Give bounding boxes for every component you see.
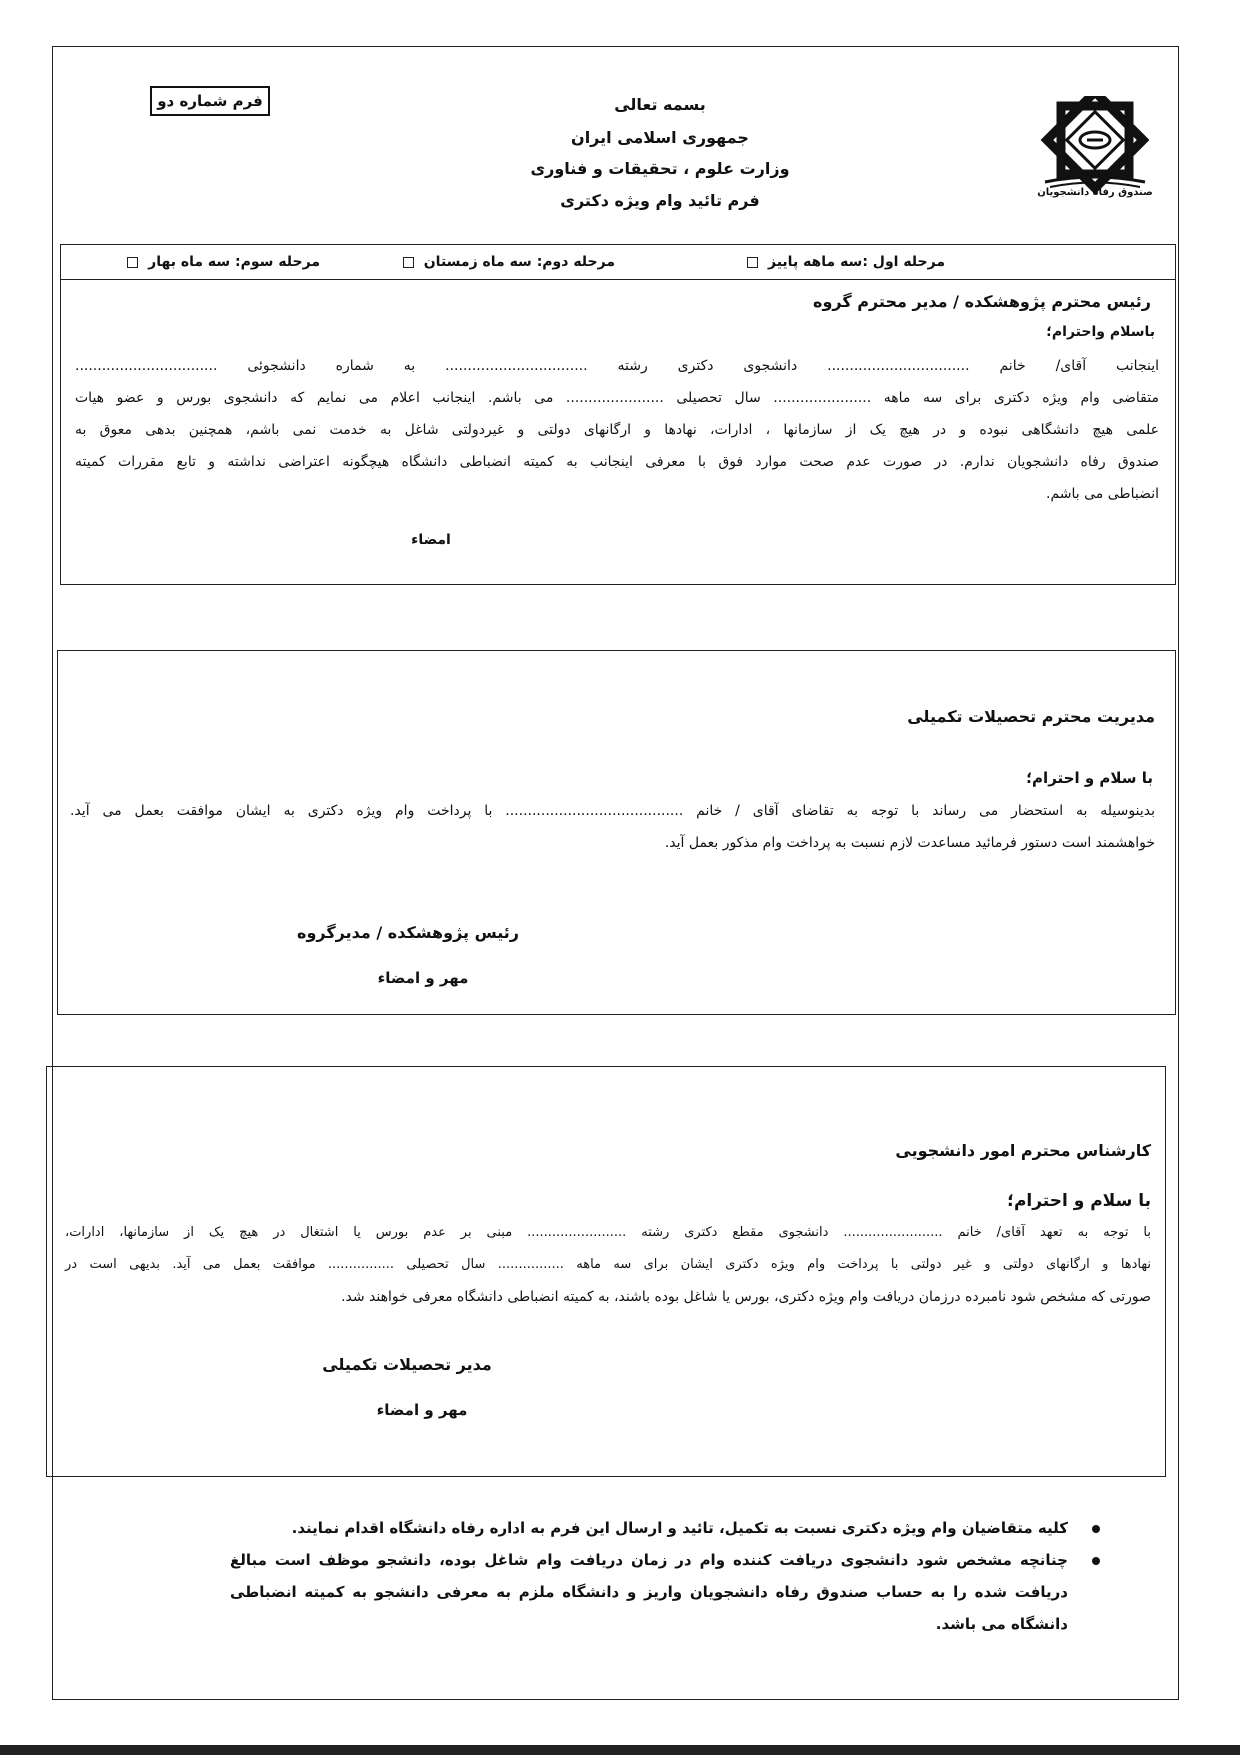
stage-1-option[interactable]	[695, 254, 945, 270]
bullet-icon	[1092, 1525, 1100, 1533]
stage-2-label: مرحله دوم: سه ماه زمستان	[423, 254, 615, 270]
student-request-section	[60, 279, 1176, 585]
section3-signature: مهر و امضاء	[376, 1401, 468, 1419]
note-2-text: چنانچه مشخص شود دانشجوی دریافت کننده وام در زمان دریافت وام شاغل بوده، دانشجو موظف است مبالغ دریافت شده را به حساب صندوق رفاه دانشجویان واریز و دانشگاه ملزم به معرفی دانشجو به کمیته انضباطی دانشگاه می باشد.	[230, 1551, 1068, 1633]
logo-caption: صندوق رفاه دانشجویان	[1037, 187, 1153, 198]
section1-signature: امضاء	[411, 532, 451, 548]
stage-2-checkbox[interactable]	[403, 257, 414, 268]
section1-line-2: متقاضی وام ویژه دکتری برای سه ماهه ...................... سال تحصیلی ...................... می باشم. اینجانب اعلام می نمایم که دانشجوی بورس و عضو هیات	[75, 390, 1159, 406]
form-number-box: فرم شماره دو	[150, 86, 270, 116]
stage-2-option[interactable]	[385, 254, 615, 270]
note-item	[230, 1512, 1100, 1544]
section2-body	[70, 795, 1155, 859]
section3-line-3: صورتی که مشخص شود نامبرده درزمان دریافت وام ویژه دکتری، بورس یا شاغل بوده باشند، به کمیته انضباطی دانشگاه معرفی خواهند شد.	[341, 1289, 1151, 1305]
section2-heading: مدیریت محترم تحصیلات تکمیلی	[907, 707, 1155, 726]
section2-signer-title: رئیس پژوهشکده / مدیرگروه	[297, 923, 519, 942]
section1-line-1: اینجانب آقای/ خانم ................................ دانشجوی دکتری رشته ................................ به شماره دانشجوئی ................................	[75, 358, 1159, 374]
section1-heading: رئیس محترم پژوهشکده / مدیر محترم گروه	[813, 292, 1151, 311]
note-item	[230, 1544, 1100, 1640]
header-country: جمهوری اسلامی ایران	[571, 128, 749, 147]
section1-greeting: باسلام واحترام؛	[1046, 324, 1155, 340]
section2-greeting: با سلام و احترام؛	[1026, 769, 1153, 787]
header-bismillah: بسمه تعالی	[614, 95, 706, 114]
notes-list	[230, 1512, 1100, 1640]
section3-heading: کارشناس محترم امور دانشجویی	[895, 1141, 1151, 1160]
section3-greeting: با سلام و احترام؛	[1007, 1191, 1151, 1211]
group-head-approval-section	[57, 650, 1176, 1015]
section1-line-3: علمی هیچ دانشگاهی نبوده و در هیچ یک از سازمانها ، ادارات، نهادها و ارگانهای دولتی و غیردولتی شاغل به خدمت نمی باشم، همچنین بدهی معوق به	[75, 422, 1159, 438]
section3-line-2: نهادها و ارگانهای دولتی و غیر دولتی با پرداخت وام ویژه دکتری ایشان برای سه ماهه ................ سال تحصیلی ................ موافقت بعمل می آید. بدیهی است در	[65, 1257, 1151, 1272]
header-ministry: وزارت علوم ، تحقیقات و فناوری	[530, 159, 790, 178]
stage-3-checkbox[interactable]	[127, 257, 138, 268]
section1-body	[75, 350, 1159, 510]
section2-signature: مهر و امضاء	[377, 969, 469, 987]
section3-line-1: با توجه به تعهد آقای/ خانم ........................ دانشجوی مقطع دکتری رشته ........................ مبنی بر عدم بورس یا اشتغال در هیچ یک از سازمانها، ادارات،	[65, 1225, 1151, 1240]
stage-1-label: مرحله اول :سه ماهه پاییز	[768, 254, 945, 270]
note-1-text: کلیه متقاضیان وام ویژه دکتری نسبت به تکمیل، تائید و ارسال این فرم به اداره رفاه دانشگاه اقدام نمایند.	[291, 1519, 1068, 1537]
stage-3-option[interactable]	[100, 254, 320, 270]
section3-body	[65, 1217, 1151, 1313]
header-form-title: فرم تائید وام ویژه دکتری	[560, 191, 760, 210]
stage-3-label: مرحله سوم: سه ماه بهار	[148, 254, 320, 270]
stage-selection-row	[60, 244, 1176, 280]
section1-line-5: انضباطی می باشم.	[1046, 486, 1159, 502]
section1-line-4: صندوق رفاه دانشجویان ندارم. در صورت عدم صحت موارد فوق با معرفی اینجانب به کمیته انضباطی دانشگاه هیچگونه اعتراضی نداشته و تابع مقررات کمیته	[75, 454, 1159, 470]
stage-1-checkbox[interactable]	[747, 257, 758, 268]
graduate-office-approval-section	[46, 1066, 1166, 1477]
section3-signer-title: مدیر تحصیلات تکمیلی	[322, 1355, 492, 1374]
bullet-icon	[1092, 1557, 1100, 1565]
scan-edge-bar	[0, 1745, 1240, 1755]
section2-line-1: بدینوسیله به استحضار می رساند با توجه به تقاضای آقای / خانم ........................................ با پرداخت وام ویژه دکتری به ایشان موافقت بعمل می آید.	[70, 803, 1155, 819]
section2-line-2: خواهشمند است دستور فرمائید مساعدت لازم نسبت به پرداخت وام مذکور بعمل آید.	[664, 835, 1155, 851]
